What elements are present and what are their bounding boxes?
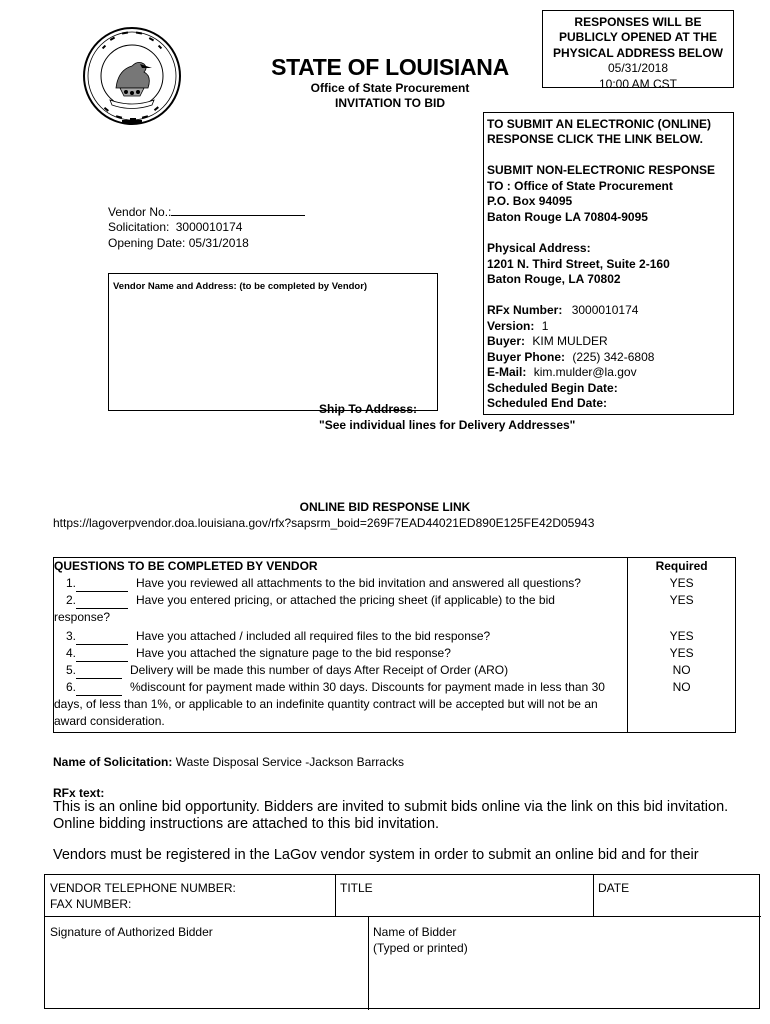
question-text: Have you attached the signature page to the bid response?	[136, 646, 451, 660]
required-header: Required	[655, 559, 708, 573]
online-bid-title: ONLINE BID RESPONSE LINK	[299, 500, 471, 514]
louisiana-state-seal-icon	[82, 26, 182, 126]
buyer-phone-value: (225) 342-6808	[572, 350, 655, 364]
opening-date-value: 05/31/2018	[188, 235, 249, 250]
question-text-cont: days, of less than 1%, or applicable to an indefinite quantity contract will be accepted but will not be an	[54, 697, 598, 711]
required-value: YES	[669, 593, 694, 607]
version-row	[487, 319, 548, 335]
divider	[335, 875, 336, 916]
online-bid-link[interactable]: https://lagoverpvendor.doa.louisiana.gov/rfx?sapsrm_boid=269F7EAD44021ED890E125FE42D05943	[53, 516, 595, 530]
table-row	[54, 662, 736, 679]
required-value: YES	[669, 646, 694, 660]
solicitation-name-value: Waste Disposal Service -Jackson Barracks	[175, 755, 404, 769]
physical-address-label: Physical Address:	[487, 241, 591, 255]
buyer-label: Buyer:	[487, 334, 526, 348]
office-name: Office of State Procurement	[310, 81, 470, 95]
table-header-row	[54, 558, 736, 576]
electronic-line-1: TO SUBMIT AN ELECTRONIC (ONLINE)	[487, 117, 711, 131]
responses-line-3: PHYSICAL ADDRESS BELOW	[552, 45, 723, 60]
vendor-name-address-label: Vendor Name and Address: (to be completed by Vendor)	[113, 281, 368, 292]
title-field[interactable]	[340, 880, 373, 896]
physical-address-line-1: 1201 N. Third Street, Suite 2-160	[487, 257, 670, 271]
vendor-telephone-label: VENDOR TELEPHONE NUMBER:	[50, 881, 236, 895]
rfx-number-label: RFx Number:	[487, 303, 563, 317]
question-number: 2.	[65, 593, 76, 607]
required-value: YES	[669, 629, 694, 643]
questions-header: QUESTIONS TO BE COMPLETED BY VENDOR	[54, 558, 628, 576]
rfx-number-value: 3000010174	[571, 303, 639, 317]
bidder-name-field[interactable]	[373, 924, 468, 956]
vendor-signature-form	[44, 874, 760, 1009]
required-value: NO	[672, 680, 691, 694]
email-link[interactable]: kim.mulder@la.gov	[533, 365, 637, 379]
buyer-value: KIM MULDER	[532, 334, 608, 348]
vendor-questions-table	[53, 557, 736, 733]
solicitation-label: Solicitation:	[108, 220, 170, 235]
question-number: 5.	[65, 663, 76, 677]
question-number: 6.	[65, 680, 76, 694]
question-text: Have you entered pricing, or attached the pricing sheet (if applicable) to the bid	[136, 593, 555, 607]
date-field[interactable]	[598, 880, 629, 896]
answer-blank[interactable]	[76, 666, 122, 679]
required-value: YES	[669, 576, 694, 590]
responses-line-1: RESPONSES WILL BE	[574, 15, 702, 29]
vendor-number-label: Vendor No.:	[108, 205, 172, 219]
answer-blank[interactable]	[76, 649, 128, 662]
signature-label: Signature of Authorized Bidder	[50, 925, 213, 939]
answer-blank[interactable]	[76, 632, 128, 645]
opening-date-row	[108, 236, 305, 251]
opening-time: 10:00 AM CST	[598, 76, 678, 91]
email-row	[487, 365, 637, 381]
submission-info-box	[483, 112, 734, 415]
nonelectronic-line-1: SUBMIT NON-ELECTRONIC RESPONSE	[487, 163, 716, 177]
vendor-number-field[interactable]	[171, 204, 305, 216]
nonelectronic-line-4: Baton Rouge LA 70804-9095	[487, 210, 648, 224]
version-label: Version:	[487, 319, 535, 333]
question-number: 3.	[65, 629, 76, 643]
vendor-number-row	[108, 204, 305, 220]
question-number: 1.	[65, 576, 76, 590]
rfx-text-paragraph: This is an online bid opportunity. Bidders are invited to submit bids online via the link on this bid invitation. Online bidding instructions are attached to this bid invitation.	[53, 799, 729, 832]
vendor-name-address-field[interactable]	[108, 273, 438, 411]
divider	[368, 916, 369, 1010]
question-number: 4.	[65, 646, 76, 660]
required-value: NO	[672, 663, 691, 677]
divider	[593, 875, 594, 916]
page-title: STATE OF LOUISIANA	[271, 54, 509, 80]
question-text: Have you attached / included all required files to the bid response?	[136, 629, 491, 643]
opening-date: 05/31/2018	[607, 61, 669, 76]
electronic-line-2: RESPONSE CLICK THE LINK BELOW.	[487, 132, 704, 146]
bidder-name-sublabel: (Typed or printed)	[373, 941, 468, 955]
vendor-info	[108, 204, 305, 251]
email-label: E-Mail:	[487, 365, 527, 379]
vendor-telephone-field[interactable]	[50, 880, 236, 912]
question-text-cont: response?	[54, 610, 111, 624]
divider	[45, 916, 761, 917]
ship-to-note: "See individual lines for Delivery Addresses"	[319, 418, 576, 432]
answer-blank[interactable]	[76, 683, 122, 696]
buyer-phone-label: Buyer Phone:	[487, 350, 566, 364]
ship-to-label: Ship To Address:	[319, 402, 418, 416]
opening-date-label: Opening Date:	[108, 235, 186, 250]
answer-blank[interactable]	[76, 596, 128, 609]
ship-to-address	[319, 401, 575, 433]
table-row	[54, 575, 736, 592]
rfx-text-registration: Vendors must be registered in the LaGov vendor system in order to submit an online bid and for their	[53, 847, 699, 863]
solicitation-name-label: Name of Solicitation:	[53, 755, 173, 769]
solicitation-value: 3000010174	[175, 220, 243, 235]
date-label: DATE	[598, 881, 630, 895]
question-text-cont: award consideration.	[54, 714, 165, 728]
solicitation-name	[53, 755, 404, 769]
bidder-name-label: Name of Bidder	[373, 925, 457, 939]
title-label: TITLE	[340, 881, 373, 895]
nonelectronic-line-3: P.O. Box 94095	[487, 194, 573, 208]
fax-number-label: FAX NUMBER:	[50, 897, 132, 911]
document-type: INVITATION TO BID	[335, 96, 445, 110]
question-text: Delivery will be made this number of days After Receipt of Order (ARO)	[130, 663, 509, 677]
table-row	[54, 645, 736, 662]
buyer-row	[487, 334, 608, 350]
table-row	[54, 592, 736, 626]
signature-field[interactable]	[50, 924, 213, 940]
nonelectronic-line-2: TO : Office of State Procurement	[487, 179, 673, 193]
table-row	[54, 626, 736, 645]
version-value: 1	[541, 319, 549, 333]
question-text: %discount for payment made within 30 days. Discounts for payment made in less than 30	[130, 680, 605, 694]
responses-line-2: PUBLICLY OPENED AT THE	[558, 30, 718, 45]
answer-blank[interactable]	[76, 579, 128, 592]
responses-notice-box	[542, 10, 734, 91]
solicitation-row	[108, 220, 305, 235]
question-text: Have you reviewed all attachments to the bid invitation and answered all questions?	[136, 576, 581, 590]
rfx-text-label: RFx text:	[53, 786, 105, 800]
buyer-phone-row	[487, 350, 654, 366]
table-row	[54, 679, 736, 733]
scheduled-begin-label: Scheduled Begin Date:	[487, 381, 618, 395]
physical-address-line-2: Baton Rouge, LA 70802	[487, 272, 621, 286]
rfx-number-row	[487, 303, 638, 319]
scheduled-end-label: Scheduled End Date:	[487, 396, 608, 410]
